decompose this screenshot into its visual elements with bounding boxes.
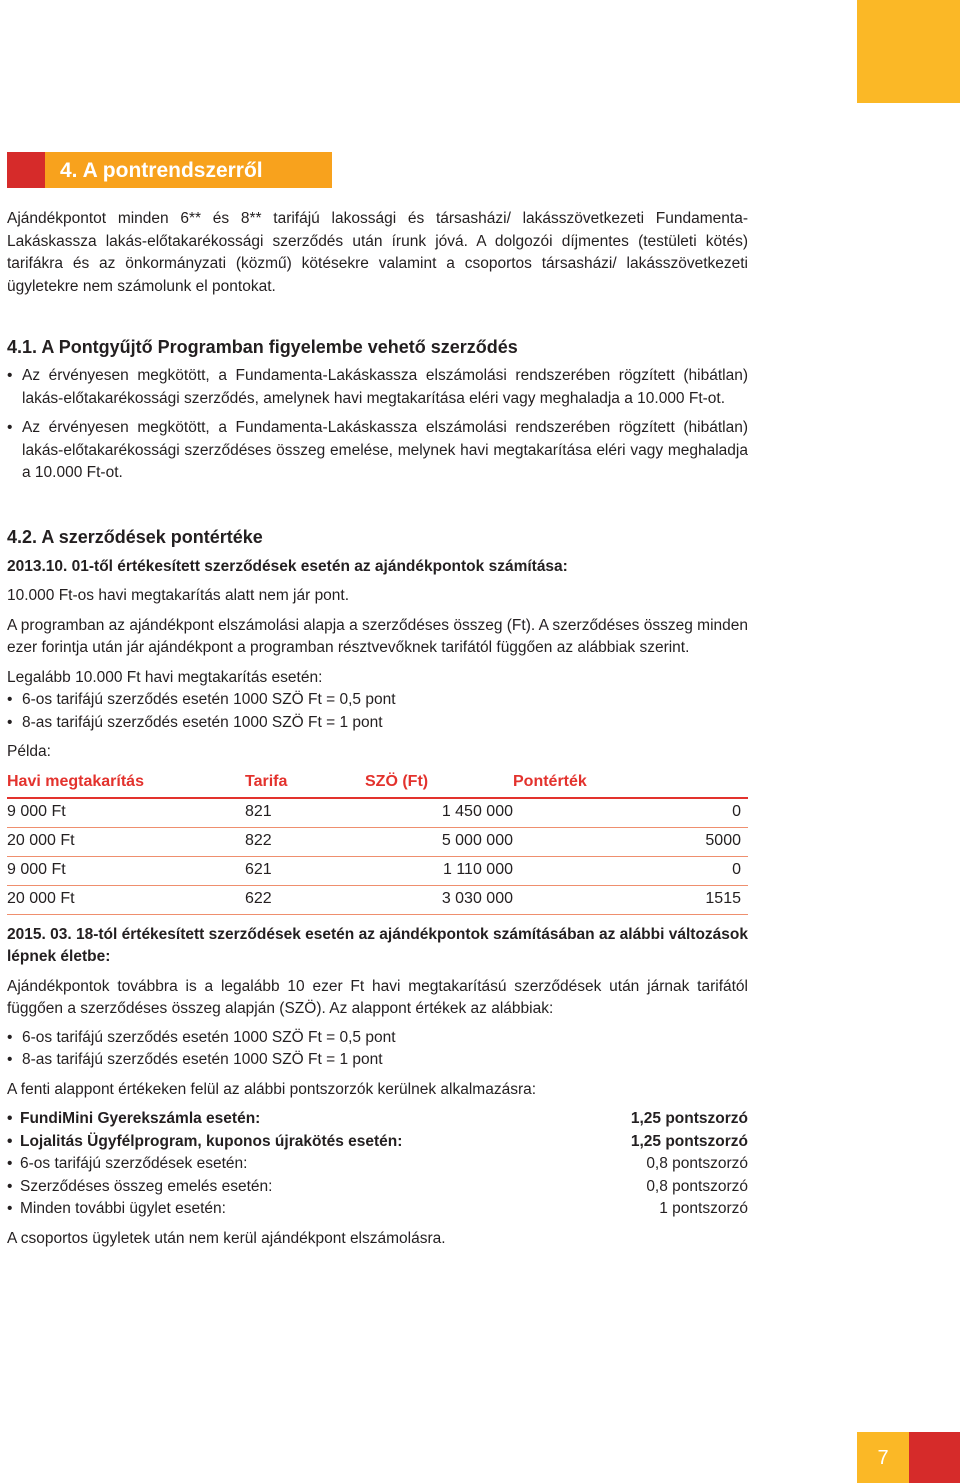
paragraph-minimum: Legalább 10.000 Ft havi megtakarítás esetén: — [7, 668, 323, 686]
section-header-accent — [7, 152, 45, 188]
paragraph-multipliers-intro: A fenti alappont értékeken felül az alábbi pontszorzók kerülnek alkalmazásra: — [7, 1080, 537, 1098]
table-cell: 1 110 000 — [365, 856, 513, 885]
multiplier-list — [7, 1108, 748, 1221]
table-row — [7, 885, 748, 914]
table-row — [7, 827, 748, 856]
multiplier-label: • Minden további ügylet esetén: — [20, 1200, 226, 1217]
base-points-list-1 — [7, 689, 748, 734]
table-cell: 20 000 Ft — [7, 827, 245, 856]
base-points-item: • 6-os tarifájú szerződés esetén 1000 SZÖ Ft = 0,5 pont — [7, 689, 748, 712]
paragraph-no-points: 10.000 Ft-os havi megtakarítás alatt nem jár pont. — [7, 587, 350, 604]
table-cell: 5 000 000 — [365, 827, 513, 856]
paragraph-basis: A programban az ajándékpont elszámolási alapja a szerződéses összeg (Ft). A szerződéses összeg minden ezer forintja után jár ajándékpont a programban résztvevőknek tarifától függően az alábbiak szerint. — [7, 616, 748, 656]
table-row — [7, 798, 748, 828]
table-cell: 0 — [513, 798, 748, 828]
column-header: Tarifa — [245, 768, 365, 798]
base-points-item: • 6-os tarifájú szerződés esetén 1000 SZÖ Ft = 0,5 pont — [7, 1027, 748, 1050]
table-cell: 1515 — [513, 885, 748, 914]
multiplier-value: 0,8 pontszorzó — [646, 1177, 748, 1195]
column-header: SZÖ (Ft) — [365, 768, 513, 798]
s41-bullet-1: • Az érvényesen megkötött, a Fundamenta-Lakáskassza elszámolási rendszerében rögzített (hibátlan) lakás-előtakarékossági szerződés, amelynek havi megtakarítása eléri vagy meghaladja a 10.000 Ft-ot. — [7, 365, 748, 410]
multiplier-value: 1,25 pontszorzó — [630, 1110, 748, 1127]
multiplier-value: 1 pontszorzó — [659, 1200, 748, 1217]
multiplier-item — [7, 1108, 748, 1131]
corner-decoration-bottom — [909, 1432, 960, 1483]
subheading-2013: 2013.10. 01-től értékesített szerződések esetén az ajándékpontok számítása: — [7, 557, 568, 575]
multiplier-label: • FundiMini Gyerekszámla esetén: — [20, 1110, 261, 1127]
corner-decoration-top — [857, 0, 960, 103]
multiplier-label: • 6-os tarifájú szerződések esetén: — [20, 1155, 248, 1172]
table-cell: 3 030 000 — [365, 885, 513, 914]
table-header-row — [7, 768, 748, 798]
paragraph-group-deals: A csoportos ügyletek után nem kerül ajándékpont elszámolásra. — [7, 1229, 446, 1247]
section-title: 4. A pontrendszerről — [60, 159, 263, 182]
table-cell: 9 000 Ft — [7, 856, 245, 885]
page-content — [7, 208, 748, 1250]
multiplier-label: • Szerződéses összeg emelés esetén: — [20, 1177, 273, 1195]
multiplier-item — [7, 1176, 748, 1199]
base-points-list-2 — [7, 1027, 748, 1072]
table-row — [7, 856, 748, 885]
table-cell: 20 000 Ft — [7, 885, 245, 914]
table-cell: 0 — [513, 856, 748, 885]
page-number: 7 — [877, 1447, 889, 1469]
paragraph-continued: Ajándékpontok továbbra is a legalább 10 ezer Ft havi megtakarítású szerződések után járnak tarifától függően a szerződéses összeg alapján (SZÖ). Az alappont értékek az alábbiak: — [7, 977, 748, 1017]
table-cell: 622 — [245, 885, 365, 914]
heading-4-1: 4.1. A Pontgyűjtő Programban figyelembe vehető szerződés — [7, 337, 518, 357]
subheading-2015: 2015. 03. 18-tól értékesített szerződések esetén az ajándékpontok számításában az alábbi változások lépnek életbe: — [7, 925, 748, 965]
table-cell: 821 — [245, 798, 365, 828]
intro-paragraph: Ajándékpontot minden 6** és 8** tarifájú lakossági és társasházi/ lakásszövetkezeti Fundamenta-Lakáskassza lakás-előtakarékossági szerződés után írunk jóvá. A dolgozói díjmentes (testületi kötés) tarifákra és az önkormányzati (közmű) kötésekre valamint a csoportos társasházi/ lakásszövetkezeti ügyletekre nem számolunk el pontokat. — [7, 210, 748, 295]
multiplier-item — [7, 1198, 748, 1221]
base-points-item: • 8-as tarifájú szerződés esetén 1000 SZÖ Ft = 1 pont — [7, 712, 748, 735]
column-header: Pontérték — [513, 768, 748, 798]
s41-bullet-2: • Az érvényesen megkötött, a Fundamenta-Lakáskassza elszámolási rendszerében rögzített (hibátlan) lakás-előtakarékossági szerződéses összeg emelése, melynek havi megtakarítása eléri vagy meghaladja a 10.000 Ft-ot. — [7, 417, 748, 485]
multiplier-label: • Lojalitás Ügyfélprogram, kuponos újrakötés esetén: — [20, 1132, 403, 1150]
table-cell: 621 — [245, 856, 365, 885]
multiplier-item — [7, 1131, 748, 1154]
table-cell: 822 — [245, 827, 365, 856]
multiplier-value: 0,8 pontszorzó — [646, 1155, 748, 1172]
s41-bullet-list — [7, 365, 748, 485]
table-cell: 9 000 Ft — [7, 798, 245, 828]
table-cell: 5000 — [513, 827, 748, 856]
example-label: Példa: — [7, 743, 51, 760]
heading-4-2: 4.2. A szerződések pontértéke — [7, 526, 263, 547]
column-header: Havi megtakarítás — [7, 768, 245, 798]
example-table — [7, 768, 748, 915]
base-points-item: • 8-as tarifájú szerződés esetén 1000 SZÖ Ft = 1 pont — [7, 1049, 748, 1072]
multiplier-value: 1,25 pontszorzó — [630, 1132, 748, 1150]
multiplier-item — [7, 1153, 748, 1176]
table-cell: 1 450 000 — [365, 798, 513, 828]
